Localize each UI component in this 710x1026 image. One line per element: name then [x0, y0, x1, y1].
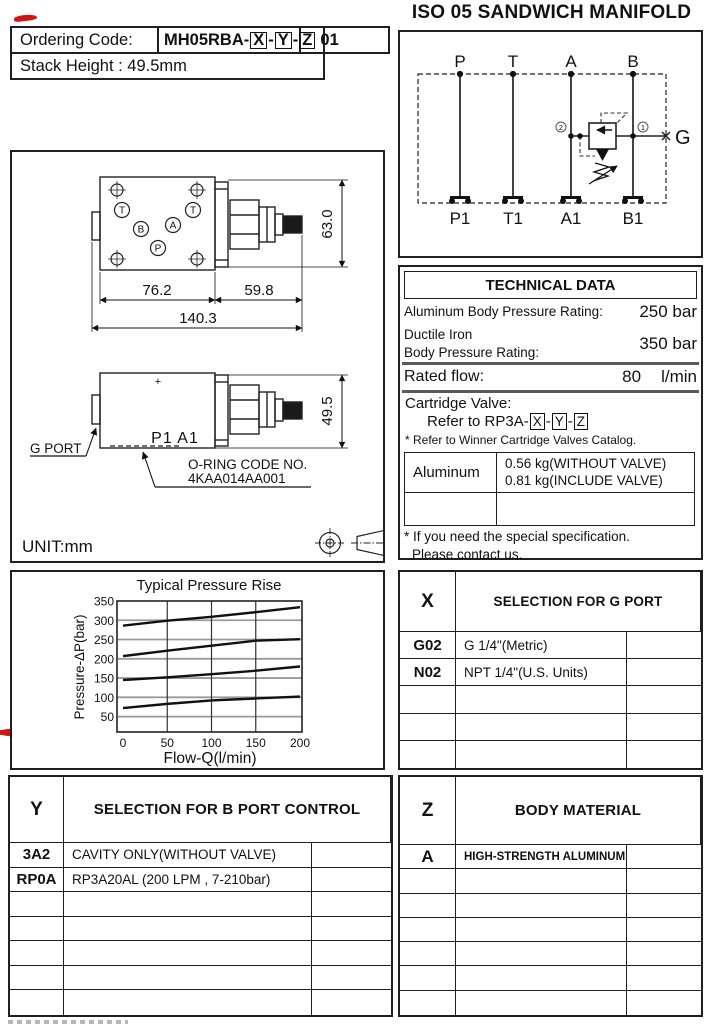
row-desc	[64, 941, 312, 966]
svg-text:100: 100	[201, 736, 222, 750]
row-code	[10, 990, 64, 1015]
code-dash: -	[268, 31, 274, 49]
svg-text:T: T	[189, 205, 197, 217]
gauge-port-label: G	[675, 127, 691, 149]
stack-height-label: Stack Height : 49.5mm	[20, 57, 187, 75]
node-2-label: 2	[558, 122, 564, 132]
row-desc: RP3A20AL (200 LPM , 7-210bar)	[64, 868, 312, 893]
page-title: ISO 05 SANDWICH MANIFOLD	[411, 2, 692, 23]
row-code	[10, 917, 64, 942]
weight-empty-cell	[497, 493, 694, 525]
svg-text:50: 50	[160, 736, 174, 750]
dimension-drawing	[12, 152, 383, 561]
row-code: RP0A	[10, 868, 64, 893]
row-code	[400, 991, 456, 1015]
schematic-panel	[398, 30, 703, 258]
svg-text:250: 250	[93, 633, 114, 648]
row-code	[400, 714, 456, 741]
row-extra	[312, 966, 391, 991]
row-desc	[64, 917, 312, 942]
row-label: Rated flow:	[404, 367, 485, 385]
selection-z-table	[398, 775, 703, 1017]
row-extra	[627, 659, 701, 686]
row-desc	[456, 991, 627, 1015]
row-extra	[627, 918, 701, 942]
row-desc: HIGH-STRENGTH ALUMINUM	[456, 845, 627, 869]
row-extra	[312, 843, 391, 868]
row-code: N02	[400, 659, 456, 686]
code-y-box: Y	[552, 413, 567, 430]
row-code	[400, 894, 456, 918]
manifold-envelope-dashed	[418, 74, 666, 203]
dim-63-0: 63.0	[319, 209, 336, 239]
port-circles	[115, 203, 201, 256]
row-extra	[627, 714, 701, 741]
weight-material-cell: Aluminum	[405, 453, 497, 493]
row-code: G02	[400, 632, 456, 659]
svg-text:0: 0	[119, 736, 127, 750]
row-desc	[456, 686, 627, 713]
row-desc	[456, 894, 627, 918]
chart-panel	[10, 570, 385, 770]
row-code	[400, 966, 456, 990]
chart-ylabel: Pressure-ΔP(bar)	[72, 614, 87, 720]
row-extra	[627, 869, 701, 893]
code-dash: -	[292, 31, 299, 49]
row-label: Ductile Iron Body Pressure Rating:	[404, 326, 540, 360]
row-extra	[627, 741, 701, 768]
svg-text:B: B	[627, 52, 639, 71]
row-desc: G 1/4"(Metric)	[456, 632, 627, 659]
divider	[402, 362, 699, 365]
row-desc	[64, 966, 312, 991]
row-desc	[456, 741, 627, 768]
node-1-label: 1	[640, 122, 646, 132]
weight-values-cell: 0.56 kg(WITHOUT VALVE) 0.81 kg(INCLUDE VALVE)	[497, 453, 694, 493]
row-extra	[627, 942, 701, 966]
pressure-rating-iron-row	[404, 325, 697, 362]
chart-plot	[94, 595, 310, 751]
row-desc	[456, 869, 627, 893]
datum-plus-mark: +	[154, 376, 162, 388]
svg-text:P1: P1	[449, 209, 471, 228]
svg-text:T: T	[507, 52, 519, 71]
table-title: SELECTION FOR B PORT CONTROL	[64, 777, 391, 843]
row-desc: NPT 1/4"(U.S. Units)	[456, 659, 627, 686]
ordering-divider-1	[157, 26, 159, 54]
oring-leader	[143, 452, 155, 487]
svg-text:100: 100	[93, 690, 114, 705]
row-extra	[312, 941, 391, 966]
row-extra	[312, 990, 391, 1015]
row-extra	[627, 894, 701, 918]
code-suffix: 01	[320, 31, 339, 49]
svg-text:150: 150	[245, 736, 266, 750]
pressure-rating-aluminum-row	[404, 299, 697, 325]
svg-text:200: 200	[289, 736, 311, 750]
selection-x-table	[398, 570, 703, 770]
row-desc	[64, 990, 312, 1015]
top-view-dimensions	[92, 180, 348, 332]
code-y-box: Y	[275, 32, 292, 49]
surface-label-p1a1: P1 A1	[151, 430, 199, 447]
row-code	[10, 941, 64, 966]
projection-symbol-icon	[315, 528, 383, 558]
weight-empty-cell	[405, 493, 497, 525]
svg-text:50: 50	[100, 710, 114, 725]
svg-text:A: A	[169, 220, 177, 232]
row-extra	[627, 686, 701, 713]
row-code	[400, 686, 456, 713]
table-key: Y	[10, 777, 64, 843]
row-code	[10, 966, 64, 991]
chart-title: Typical Pressure Rise	[136, 577, 282, 594]
table-title: BODY MATERIAL	[456, 777, 701, 845]
oring-label-line2: 4KAA014AA001	[188, 471, 286, 486]
svg-text:300: 300	[93, 613, 114, 628]
row-label: Aluminum Body Pressure Rating:	[404, 304, 603, 320]
special-spec-footnote: * If you need the special specification. Please contact us.	[404, 529, 630, 562]
row-value: 80 l/min	[622, 367, 697, 386]
table-key: Z	[400, 777, 456, 845]
row-extra	[312, 868, 391, 893]
svg-text:A: A	[565, 52, 577, 71]
row-extra	[627, 991, 701, 1015]
row-extra	[627, 845, 701, 869]
row-extra	[627, 632, 701, 659]
ordering-code-value	[164, 31, 339, 50]
dim-49-5: 49.5	[319, 396, 336, 426]
row-value: 250 bar	[639, 302, 697, 321]
dim-59-8: 59.8	[244, 282, 274, 299]
technical-data-panel	[398, 265, 703, 560]
ordering-code-label: Ordering Code:	[20, 31, 133, 49]
footer-partial-text	[8, 1020, 128, 1024]
cartridge-valve-block	[405, 395, 696, 447]
top-port-labels	[454, 52, 638, 71]
dim-140-3: 140.3	[179, 310, 217, 327]
svg-text:P: P	[454, 52, 466, 71]
dim-76-2: 76.2	[142, 282, 172, 299]
divider	[402, 390, 699, 393]
cartridge-note: * Refer to Winner Cartridge Valves Catalog.	[405, 433, 637, 447]
table-title: SELECTION FOR G PORT	[456, 572, 701, 632]
row-code: A	[400, 845, 456, 869]
row-desc	[64, 892, 312, 917]
cartridge-title: Cartridge Valve:	[405, 395, 512, 412]
chart-xlabel: Flow-Q(l/min)	[163, 750, 257, 767]
svg-text:B1: B1	[622, 209, 644, 228]
svg-text:350: 350	[93, 594, 114, 609]
g-port-label: G PORT	[30, 441, 82, 456]
row-code	[400, 741, 456, 768]
relief-valve-body	[589, 123, 616, 149]
row-code: 3A2	[10, 843, 64, 868]
pressure-chart-svg	[12, 572, 383, 768]
code-prefix: MH05RBA-	[164, 31, 250, 49]
unit-label: UNIT:mm	[22, 537, 93, 556]
drawing-panel	[10, 150, 385, 563]
svg-text:150: 150	[93, 671, 114, 686]
technical-data-title: TECHNICAL DATA	[404, 271, 697, 299]
svg-text:A1: A1	[560, 209, 582, 228]
row-extra	[627, 966, 701, 990]
code-z-box: Z	[299, 32, 315, 49]
svg-text:T1: T1	[503, 209, 523, 228]
code-z-box: Z	[574, 413, 588, 430]
svg-text:200: 200	[93, 652, 114, 667]
rated-flow-row	[404, 366, 697, 388]
row-desc	[456, 966, 627, 990]
valve-seat-triangle	[596, 149, 609, 161]
table-key: X	[400, 572, 456, 632]
row-extra	[312, 917, 391, 942]
g-port-leader	[86, 428, 96, 456]
selection-y-table	[8, 775, 393, 1017]
row-code	[400, 869, 456, 893]
row-desc	[456, 918, 627, 942]
row-desc: CAVITY ONLY(WITHOUT VALVE)	[64, 843, 312, 868]
cartridge-reference: Refer to RP3A- X - Y - Z	[427, 413, 696, 430]
row-desc	[456, 714, 627, 741]
row-code	[10, 892, 64, 917]
row-value: 350 bar	[639, 333, 697, 353]
oring-label-line1: O-RING CODE NO.	[188, 457, 308, 472]
svg-text:P: P	[154, 243, 162, 255]
hydraulic-schematic	[400, 32, 701, 256]
weight-table	[404, 452, 695, 526]
row-code	[400, 942, 456, 966]
svg-text:B: B	[137, 224, 145, 236]
row-extra	[312, 892, 391, 917]
row-code	[400, 918, 456, 942]
code-x-box: X	[530, 413, 545, 430]
bottom-port-labels	[450, 209, 644, 228]
code-x-box: X	[250, 32, 267, 49]
row-desc	[456, 942, 627, 966]
svg-text:T: T	[118, 205, 126, 217]
red-logo-mark-top	[14, 14, 38, 23]
